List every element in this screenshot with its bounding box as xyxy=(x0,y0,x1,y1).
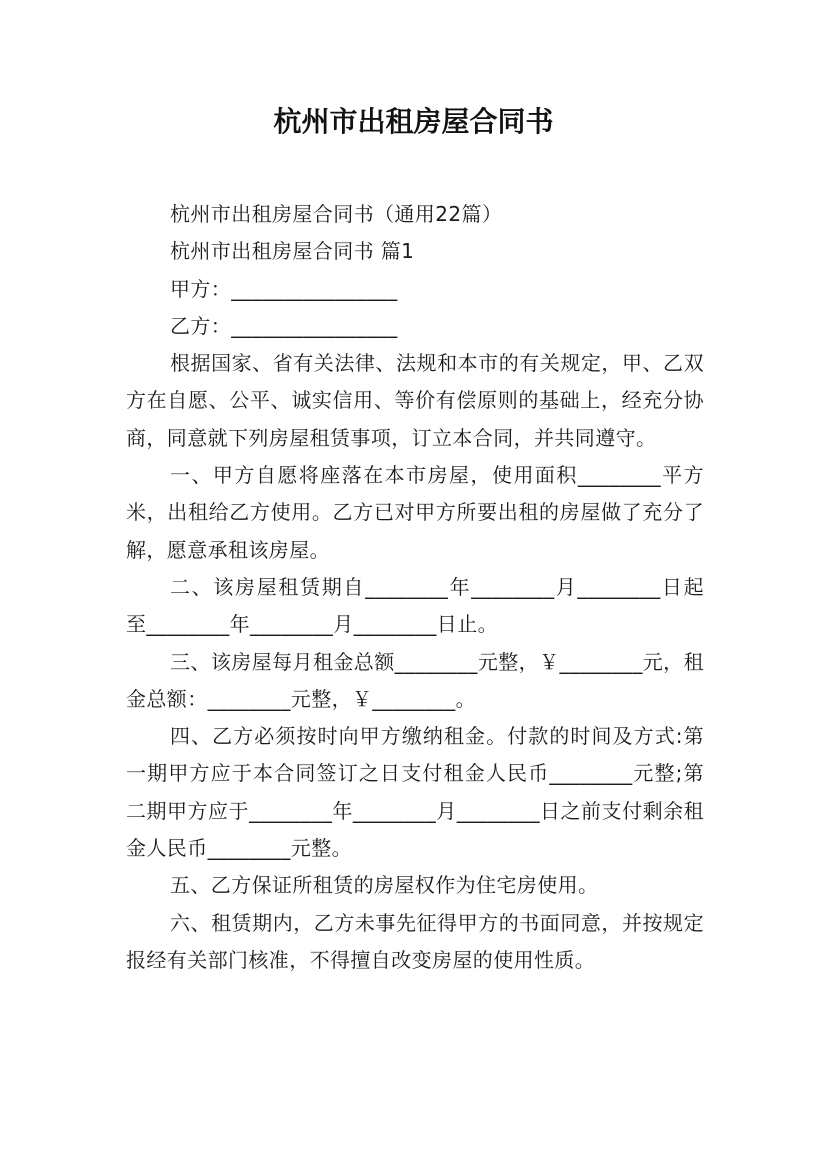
clause-6-paragraph: 六、租赁期内，乙方未事先征得甲方的书面同意，并按规定报经有关部门核准，不得擅自改变房屋的使用性质。 xyxy=(126,910,704,972)
clause-1-paragraph: 一、甲方自愿将座落在本市房屋，使用面积________平方米，出租给乙方使用。乙方已对甲方所要出租的房屋做了充分了解，愿意承租该房屋。 xyxy=(126,463,704,562)
clause-4-paragraph: 四、乙方必须按时向甲方缴纳租金。付款的时间及方式:第一期甲方应于本合同签订之日支付租金人民币________元整;第二期甲方应于________年________月________日之前支付剩余租金人民币________元整。 xyxy=(126,724,704,861)
document-body xyxy=(126,196,704,979)
party-a-line: 甲方：________________ xyxy=(170,276,398,301)
clause-5-paragraph: 五、乙方保证所租赁的房屋权作为住宅房使用。 xyxy=(170,873,599,898)
clause-2-paragraph: 二、该房屋租赁期自________年________月________日起至________年________月________日止。 xyxy=(126,574,704,637)
clause-3-paragraph: 三、该房屋每月租金总额________元整，￥________元，租金总额：________元整，￥________。 xyxy=(126,649,704,711)
subtitle-line: 杭州市出租房屋合同书（通用22篇） xyxy=(170,202,503,226)
document-title: 杭州市出租房屋合同书 xyxy=(273,105,554,138)
party-b-line: 乙方：________________ xyxy=(170,313,398,338)
preamble-paragraph: 根据国家、省有关法律、法规和本市的有关规定，甲、乙双方在自愿、公平、诚实信用、等价有偿原则的基础上，经充分协商，同意就下列房屋租赁事项，订立本合同，并共同遵守。 xyxy=(126,351,704,450)
section-heading: 杭州市出租房屋合同书 篇1 xyxy=(170,239,415,264)
